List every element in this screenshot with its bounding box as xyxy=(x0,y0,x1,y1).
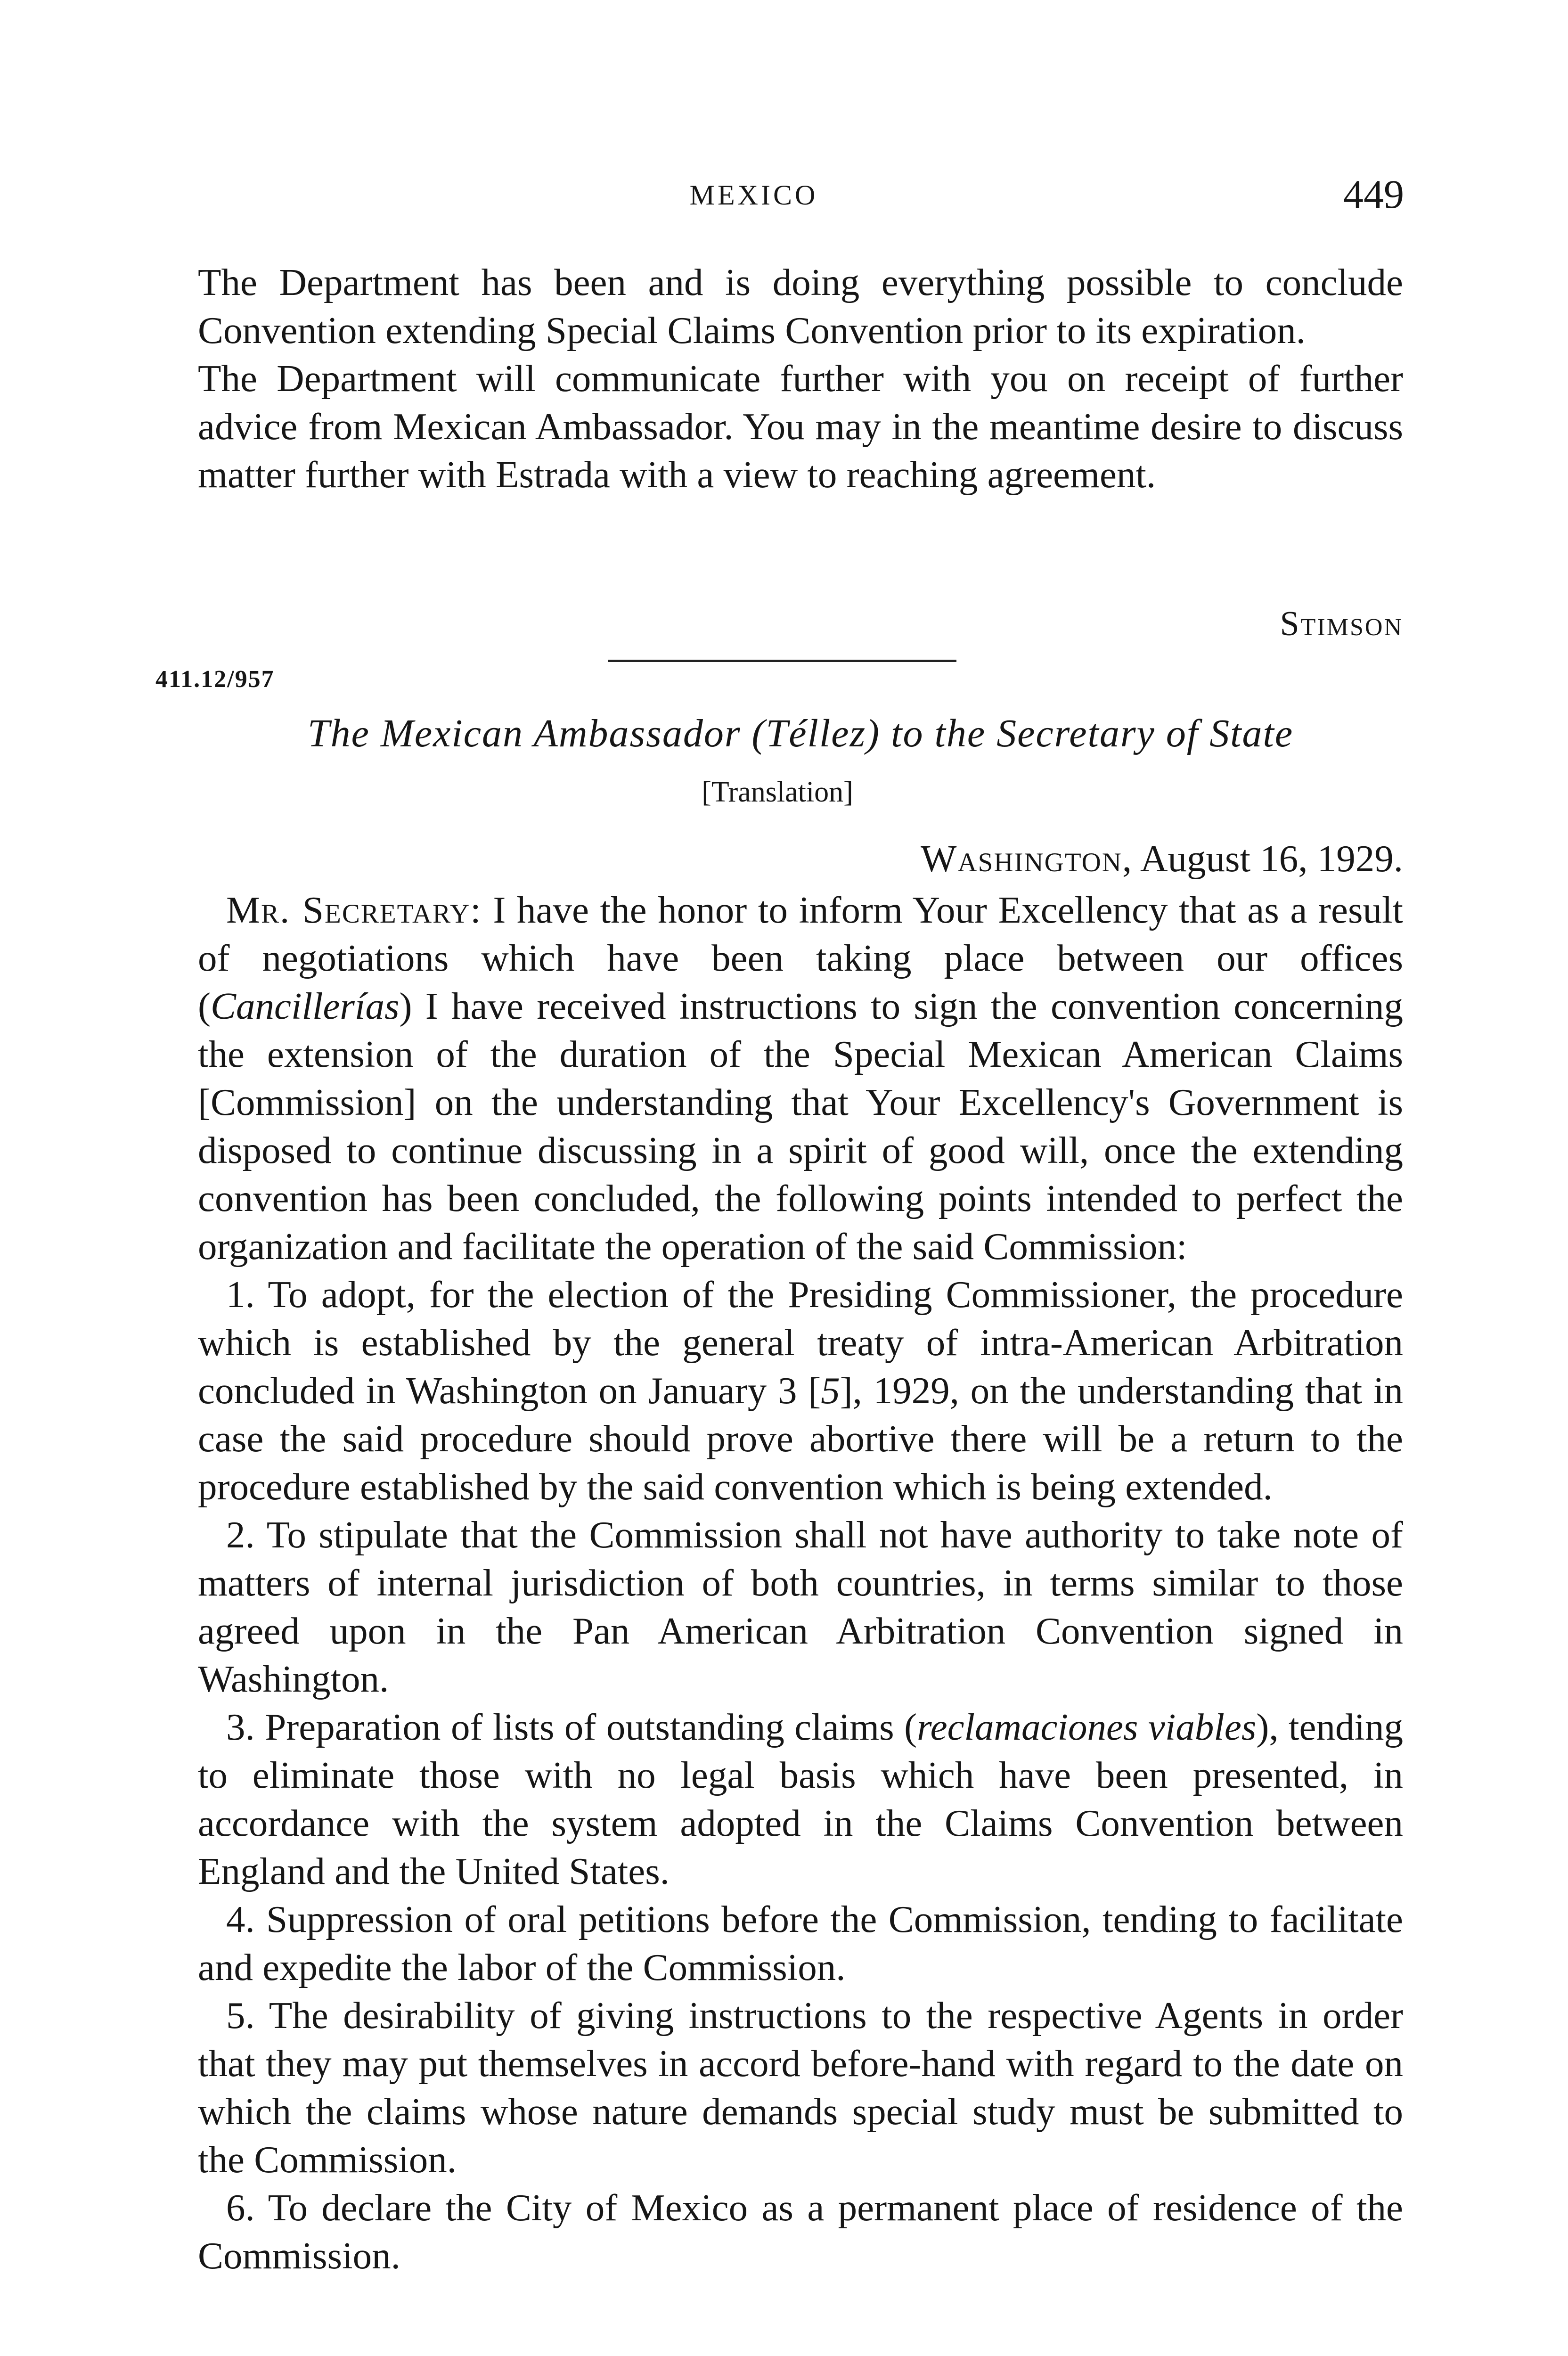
point-5: 5. The desirability of giving instructions to the respective Agents in order that they may put themselves in accord before-hand with regard to the date on which the claims whose nature demands special study must be submitted to the Commission. xyxy=(198,1994,1403,2181)
intro-italic: Cancillerías xyxy=(210,985,400,1027)
intro-part-1: I have the honor to inform Your Excellency that as a result of negotiations which have been taking place between our offices ( xyxy=(198,889,1404,1027)
page-number: 449 xyxy=(1343,172,1404,217)
section-divider xyxy=(608,660,956,662)
point-3-part-a: 3. Preparation of lists of outstanding claims ( xyxy=(226,1706,917,1748)
point-4: 4. Suppression of oral petitions before the Commission, tending to facilitate and expedite the labor of the Commission. xyxy=(198,1898,1403,1988)
opening-paragraph-2: The Department will communicate further with you on receipt of further advice from Mexican Ambassador. You may in the meantime desire to discuss matter further with Estrada with a view to reaching agreement. xyxy=(198,357,1403,496)
point-1-part-a: 1. To adopt, for the election of the Presiding Commissioner, the procedure which is established by the general treaty of intra-American Arbitration concluded in Washington on January 3 [ xyxy=(198,1273,1403,1412)
running-title: MEXICO xyxy=(689,180,818,211)
intro-part-2: ) I have received instructions to sign the convention concerning the extension of the duration of the Special Mexican American Claims [Commission] on the understanding that Your Excellency's Government is disposed to continue discussing in a spirit of good will, once the extending convention has been concluded, the following points intended to perfect the organization and facilitate the operation of the said Commission: xyxy=(198,985,1403,1268)
file-reference: 411.12/957 xyxy=(155,666,275,693)
letter-intro xyxy=(198,886,1403,1270)
dateline-date: August 16, 1929. xyxy=(1140,837,1403,880)
point-2: 2. To stipulate that the Commission shall not have authority to take note of matters of internal jurisdiction of both countries, in terms similar to those agreed upon in the Pan American Arbitration Convention signed in Washington. xyxy=(198,1513,1403,1700)
point-3 xyxy=(198,1703,1403,1895)
dateline-place: Washington, xyxy=(921,837,1133,880)
signature-stimson: Stimson xyxy=(1280,605,1403,643)
dateline xyxy=(707,837,1403,881)
opening-paragraphs xyxy=(198,258,1403,499)
point-1-part-b: ], 1929, on the understanding that in case the said procedure should prove abortive there will be a return to the procedure established by the said convention which is being extended. xyxy=(198,1369,1403,1508)
salutation: Mr. Secretary: xyxy=(226,889,482,931)
point-3-part-b: ), tending to eliminate those with no legal basis which have been presented, in accordance with the system adopted in the Claims Convention between England and the United States. xyxy=(198,1706,1403,1892)
point-1 xyxy=(198,1270,1403,1511)
opening-paragraph-1: The Department has been and is doing everything possible to conclude Convention extending Special Claims Convention prior to its expiration. xyxy=(198,261,1403,352)
point-3-italic: reclamaciones viables xyxy=(917,1706,1257,1748)
letter-body xyxy=(198,886,1403,2280)
point-1-italic: 5 xyxy=(821,1369,840,1412)
point-6: 6. To declare the City of Mexico as a permanent place of residence of the Commission. xyxy=(198,2186,1403,2277)
translation-note: [Translation] xyxy=(702,776,853,808)
document-title: The Mexican Ambassador (Téllez) to the Secretary of State xyxy=(307,712,1294,755)
